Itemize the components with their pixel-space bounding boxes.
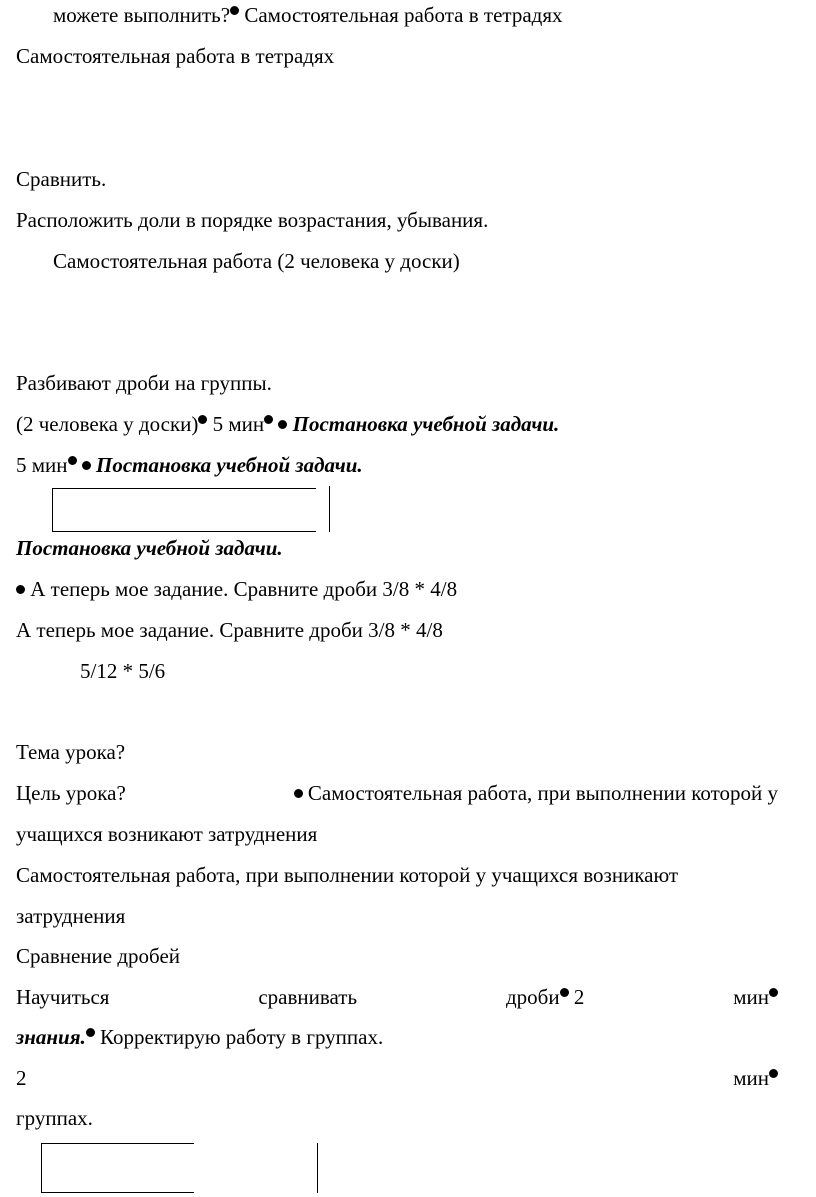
bullet-icon	[82, 461, 91, 470]
box-left-border	[41, 1143, 42, 1193]
text-line-22: группах.	[16, 1106, 93, 1130]
bullet-icon	[769, 1069, 778, 1078]
text-line-10	[16, 577, 457, 601]
text-line-21	[16, 1066, 778, 1090]
text-fragment: можете выполнить?	[53, 3, 231, 27]
emphasis-text: Постановка учебной задачи.	[292, 412, 560, 436]
box-bottom-border	[52, 531, 316, 532]
emphasis-text: знания.	[16, 1025, 86, 1049]
text-fragment: сравнивать	[258, 985, 358, 1009]
text-fragment: дроби	[505, 985, 560, 1009]
bullet-icon	[294, 789, 303, 798]
text-line-17: затруднения	[16, 904, 126, 928]
text-fragment: Самостоятельная работа, при выполнении которой у	[307, 781, 778, 805]
text-fragment: Научиться	[16, 985, 110, 1009]
text-fragment: 2	[573, 985, 585, 1009]
text-line-3: Сравнить.	[16, 167, 107, 191]
text-line-13: Тема урока?	[16, 740, 126, 764]
text-fragment: Самостоятельная работа в тетрадях	[239, 3, 563, 27]
text-line-14	[16, 781, 778, 805]
text-line-2: Самостоятельная работа в тетрадях	[16, 44, 335, 68]
box-right-divider	[317, 1143, 318, 1193]
text-line-16: Самостоятельная работа, при выполнении которой у учащихся возникают	[16, 863, 679, 887]
text-line-4: Расположить доли в порядке возрастания, убывания.	[16, 208, 489, 232]
box-left-border	[52, 488, 53, 532]
text-fragment: Цель урока?	[16, 781, 126, 805]
bullet-icon	[769, 988, 778, 997]
text-fragment: А теперь мое задание. Сравните дроби 3/8 * 4/8	[25, 577, 458, 601]
text-fragment: мин	[733, 985, 769, 1009]
text-fragment	[506, 985, 584, 1009]
bullet-icon	[560, 988, 569, 997]
text-line-9: Постановка учебной задачи.	[16, 536, 283, 560]
text-fragment: 5 мин	[207, 412, 265, 436]
bullet-icon	[264, 415, 273, 424]
text-fragment: 5 мин	[16, 453, 68, 477]
text-line-6: Разбивают дроби на группы.	[16, 371, 272, 395]
text-fragment: (2 человека у доски)	[16, 412, 199, 436]
text-line-15: учащихся возникают затруднения	[16, 822, 318, 846]
bullet-icon	[230, 6, 239, 15]
text-fragment	[733, 985, 778, 1009]
bullet-icon	[16, 585, 25, 594]
box-top-border	[41, 1143, 194, 1144]
text-line-8	[16, 453, 363, 477]
text-line-18: Сравнение дробей	[16, 944, 181, 968]
text-fragment	[294, 781, 778, 805]
text-fragment: 2	[16, 1066, 27, 1090]
box-top-border	[52, 488, 316, 489]
emphasis-text: Постановка учебной задачи.	[96, 453, 363, 477]
text-line-5: Самостоятельная работа (2 человека у доски)	[53, 249, 460, 273]
text-line-20	[16, 1025, 383, 1049]
text-line-7	[16, 412, 559, 436]
text-fragment: мин	[733, 1066, 769, 1090]
text-line-12: 5/12 * 5/6	[80, 659, 166, 683]
text-line-1	[53, 3, 562, 27]
bullet-icon	[86, 1028, 95, 1037]
text-fragment: Корректирую работу в группах.	[94, 1025, 384, 1049]
box-bottom-border	[41, 1192, 194, 1193]
text-line-19	[16, 985, 778, 1009]
text-line-11: А теперь мое задание. Сравните дроби 3/8 * 4/8	[16, 618, 443, 642]
bullet-icon	[68, 456, 77, 465]
text-fragment	[733, 1066, 778, 1090]
box-right-divider	[329, 486, 330, 532]
bullet-icon	[278, 420, 287, 429]
